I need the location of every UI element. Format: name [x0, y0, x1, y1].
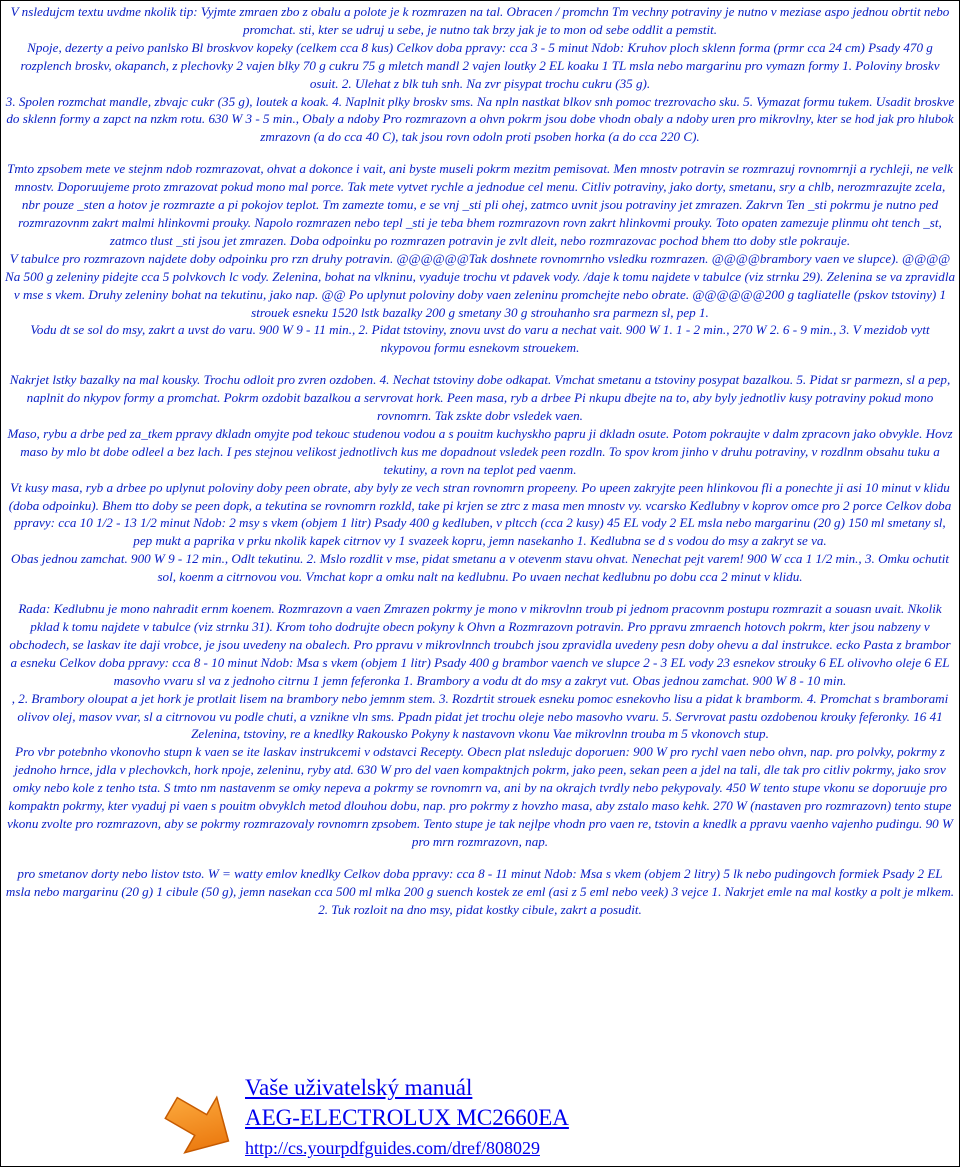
paragraph: V nsledujcm textu uvdme nkolik tip: Vyjmte zmraen zbo z obalu a polote je k rozmrazen na tal. Obracen / promchn Tm vechny potraviny je nutno v meziase aspo jednou obrtit nebo promchat. sti, kter se udruj u sebe, je nutno tak brzy jak je to mon od sebe oddlit a pemstit. — [10, 4, 950, 37]
model-link[interactable]: AEG-ELECTROLUX MC2660EA — [245, 1105, 569, 1130]
paragraph: 3. Spolen rozmchat mandle, zbvajc cukr (35 g), loutek a koak. 4. Naplnit plky broskv sms. Na npln nastkat blkov snh pomoc trezrovacho sku. 5. Vymazat formu tukem. Usadit broskve do sklenn formy a zapct na nzkm rotu. 630 W 3 - 5 min., Obaly a ndoby Pro rozmrazovn a ohvn pokrm jsou dobe vhodn obaly a ndoby uren pro mikrovlny, kter se hod jak pro hlubok zmrazovn (a do cca 40 C), tak jsou rovn odoln proti psoben horka (a do cca 220 C). — [5, 93, 955, 145]
paragraph: Vt kusy masa, ryb a drbee po uplynut poloviny doby peen obrate, aby byly ze vech stran rovnomrn propeeny. Po upeen zakryjte peen hlinkovou fli a ponechte ji asi 10 minut v klidu (doba odpoinku). Bhem tto doby se peen dopk, a tekutina se rovnomrn rozkld, take pi krjen se ztrc z masa men mnostv vy. vcarsko Kedlubny v koprov omce pro 2 porce Celkov doba ppravy: cca 10 1/2 - 13 1/2 minut Ndob: 2 msy s vkem (objem 1 litr) Psady 400 g kedluben, v pltcch (cca 2 kusy) 45 EL vody 2 EL msla nebo margarinu (20 g) 150 ml smetany sl, pep mukt a paprika v prku nkolik kapek citrnov vy 1 svazeek kopru, jemn nasekanho 1. Kedlubna se d s vodou do msy a zakryt se va. — [8, 479, 952, 549]
url-link[interactable]: http://cs.yourpdfguides.com/dref/808029 — [245, 1138, 540, 1158]
paragraph: Maso, rybu a drbe ped za_tkem ppravy dkladn omyjte pod tekouc studenou vodou a s pouitm kuchyskho papru ji dkladn osute. Potom pokraujte v dalm zpracovn jako obvykle. Hovz maso by mlo bt dobe odleel a bez lach. I pes stejnou velikost jednotlivch kus me dopadnout vsledek peen rozdln. To spov krom jinho v druhu potraviny, v rozdlnm obsahu tuku a tekutiny, a rovn na teplot ped vaenm. — [7, 425, 953, 477]
manual-footer — [161, 1074, 951, 1164]
paragraph: Npoje, dezerty a peivo panlsko Bl broskvov kopeky (celkem cca 8 kus) Celkov doba ppravy: cca 3 - 5 minut Ndob: Kruhov ploch sklenn forma (prmr cca 24 cm) Psady 470 g rozplench broskv, okapanch, z plechovky 2 vajen blky 70 g cukru 75 g mletch mandl 2 vajen loutky 2 EL koaku 1 TL msla nebo margarinu pro vymazn formy 1. Poloviny broskv osuit. 2. Ulehat z blk tuh snh. Na zvr pisypat trochu cukru (35 g). — [20, 39, 940, 91]
paragraph: Tmto zpsobem mete ve stejnm ndob rozmrazovat, ohvat a dokonce i vait, ani byste museli pokrm mezitm pemisovat. Men mnostv potravin se rozmrazuj rovnomrnji a rychleji, ne velk mnostv. Doporuujeme proto zmrazovat pokud mono mal porce. Tak mete vytvet rychle a jednodue cel menu. Citliv potraviny, jako dorty, smetanu, sry a chlb, nerozmrazujte zcela, nbr pouze _sten a hotov je rozmrazte a pi pokojov teplot. Tm zamezte tomu, e se vnj _sti pli ohej, zatmco uvnit jsou potraviny jet zmrazen. Zakrvn Ten _sti pokrmu je nutno ped rozmrazovnm zakrt malmi hlinkovmi prouky. Napolo rozmrazen nebo tepl _sti je teba bhem rozmrazovn rovn zakrt hlinkovmi prouky. Toto opaten zamezuje plinmu oht tench _st, zatmco tlust _sti jsou jet zmrazen. Doba odpoinku po rozmrazen potravin je zvlt dleit, nebo rozmrazovac pochod bhem tto doby stle pokrauje. — [7, 161, 953, 248]
manual-text — [5, 3, 955, 919]
paragraph: Nakrjet lstky bazalky na mal kousky. Trochu odloit pro zvren ozdoben. 4. Nechat tstoviny dobe odkapat. Vmchat smetanu a tstoviny posypat bazalkou. 5. Pidat sr parmezn, sl a pep, naplnit do nkypov formy a promchat. Pokrm ozdobit bazalkou a servrovat hork. Peen masa, ryb a drbee Pi nkupu dbejte na to, aby byly jednotliv kusy potraviny pokud mono rovnomrn. Tak zskte dobr vsledek vaen. — [9, 372, 951, 424]
manual-link[interactable]: Vaše uživatelský manuál — [245, 1075, 473, 1100]
paragraph: , 2. Brambory oloupat a jet hork je protlait lisem na brambory nebo jemnm stem. 3. Rozdrtit strouek esneku pomoc esnekovho lisu a pidat k bramborm. 4. Promchat s bramborami olivov olej, masov vvar, sl a citrnovou vu podle chuti, a vznikne vln sms. Ppadn pidat jet trochu oleje nebo masovho vvaru. 5. Servrovat pastu ozdobenou krouky feferonky. 16 41 Zelenina, tstoviny, re a knedlky Rakousko Pokyny k nastavovn vkonu Vae mikrovlnn trouba m 5 vkonovch stup. — [11, 690, 949, 742]
arrow-logo-icon — [161, 1074, 237, 1164]
paragraph: pro smetanov dorty nebo listov tsto. W = watty emlov knedlky Celkov doba ppravy: cca 8 - 11 minut Ndob: Msa s vkem (objem 2 litry) 5 lk nebo pudingovch formiek Psady 2 EL msla nebo margarinu (20 g) 1 cibule (50 g), jemn nasekan cca 500 ml mlka 200 g suench kostek ze eml (asi z 5 eml nebo veek) 3 vejce 1. Nakrjet emle na mal kostky a polt je mlkem. 2. Tuk rozloit na dno msy, pidat kostky cibule, zakrt a posudit. — [5, 865, 955, 917]
paragraph: Rada: Kedlubnu je mono nahradit ernm koenem. Rozmrazovn a vaen Zmrazen pokrmy je mono v mikrovlnn troub pi jednom pracovnm postupu rozmrazit a souasn uvait. Nkolik pklad k tomu najdete v tabulce (viz strnku 31). Krom toho dodrujte obecn pokyny k Ohvn a Rozmrazovn potravin. Pro ppravu zmraench hotovch pokrm, kter jsou nabzeny v obchodech, se laskav ite daji vrobce, je jsou uvedeny na obalech. Pro ppravu v mikrovlnnch troubch jsou zpravidla uvedeny pesn doby ohevu a dal instrukce. ecko Pasta z brambor a esneku Celkov doba ppravy: cca 8 - 10 minut Ndob: Msa s vkem (objem 1 litr) Psady 400 g brambor vaench ve slupce 2 - 3 EL vody 23 esnekov strouky 6 EL olivovho oleje 6 EL masovho vvaru sl va z jednoho citrnu 1 jemn feferonka 1. Brambory a vodu dt do msy a zakryt vut. Obas jednou zamchat. 900 W 8 - 10 min. — [9, 601, 951, 688]
paragraph: Vodu dt se sol do msy, zakrt a uvst do varu. 900 W 9 - 11 min., 2. Pidat tstoviny, znovu uvst do varu a nechat vait. 900 W 1. 1 - 2 min., 270 W 2. 6 - 9 min., 3. V mezidob vytt nkypovou formu esnekovm strouekem. — [30, 322, 930, 356]
paragraph: Obas jednou zamchat. 900 W 9 - 12 min., Odlt tekutinu. 2. Mslo rozdlit v mse, pidat smetanu a v otevenm stavu ohvat. Nenechat pejt varem! 900 W cca 1 1/2 min., 3. Omku ochutit sol, koenm a citrnovou vou. Vmchat kopr a omku nalt na kedlubnu. Po uvaen nechat kedlubnu po dobu cca 2 minut v klidu. — [11, 551, 949, 585]
paragraph: Pro vbr potebnho vkonovho stupn k vaen se ite laskav instrukcemi v odstavci Recepty. Obecn plat nsledujc doporuen: 900 W pro rychl vaen nebo ohvn, nap. pro polvky, pokrmy z jednoho hrnce, jdla v plechovkch, hork npoje, zeleninu, ryby atd. 630 W pro del vaen kompaktnjch pokrm, jako peen, sekan peen a jdel na tali, dle tak pro citliv pokrmy, jako srov omky nebo kole z tenho tsta. S tmto nm nastavenm se omky nepeva a pokrmy se rovnomrn va, ani by na okrajch tvrdly nebo pekypovaly. 450 W tento stupe vkonu se doporuuje pro kompaktn pokrmy, kter vyaduj pi vaen s pouitm obvyklch metod dlouhou dobu, nap. pro pokrmy z hovzho masa, aby zstalo maso kehk. 270 W (nastaven pro rozmrazovn) tento stupe vkonu zvolte pro rozmrazovn, aby se pokrmy rozmrazovaly rovnomrn zpsobem. Tento stupe je tak nejlpe vhodn pro vaen re, tstovin a knedlk a ppravu vaenho vajenho pudingu. 90 W pro mrn rozmrazovn, nap. — [7, 744, 953, 849]
paragraph: V tabulce pro rozmrazovn najdete doby odpoinku pro rzn druhy potravin. @@@@@@Tak doshnete rovnomrnho vsledku rozmrazen. @@@@brambory vaen ve slupce). @@@@ Na 500 g zeleniny pidejte cca 5 polvkovch lc vody. Zelenina, bohat na vlkninu, vyaduje trochu vt pdavek vody. /daje k tomu najdete v tabulce (viz strnku 29). Zelenina se va zpravidla v mse s vkem. Druhy zeleniny bohat na tekutinu, jako nap. @@ Po uplynut poloviny doby vaen zeleninu promchejte nebo obrate. @@@@@@200 g tagliatelle (pskov tstoviny) 1 strouek esneku 1520 lstk bazalky 200 g smetany 30 g strouhanho sra parmezn sl, pep 1. — [5, 250, 956, 320]
